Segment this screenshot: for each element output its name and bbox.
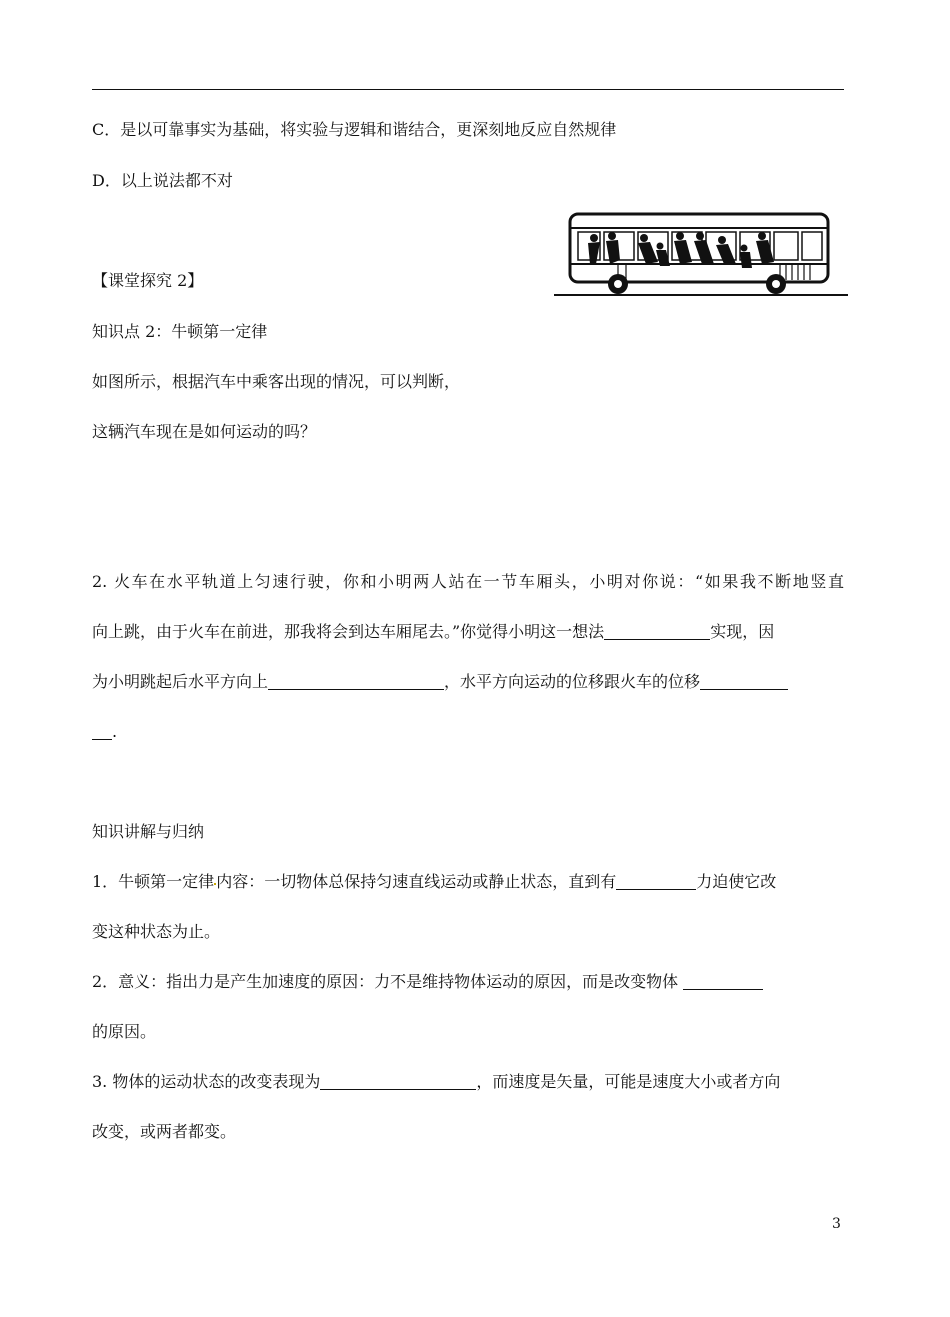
p3-text-a: 3. 物体的运动状态的改变表现为 (92, 1072, 321, 1091)
header-rule (92, 89, 844, 90)
q2-text-3b: ，水平方向运动的位移跟火车的位移 (444, 672, 701, 691)
option-c: C．是以可靠事实为基础，将实验与逻辑和谐结合，更深刻地反应自然规律 (92, 120, 617, 139)
p1-text-c: 力迫使它改 (696, 872, 777, 891)
p3-text-b: ，而速度是矢量，可能是速度大小或者方向 (476, 1072, 781, 1091)
answer-blank-5[interactable] (683, 973, 763, 990)
p1-text-b: 内容：一切物体总保持匀速直线运动或静止状态，直到有 (216, 872, 617, 891)
question-2-line-3 (92, 672, 788, 692)
summary-point-1-line-2: 变这种状态为止。 (92, 922, 221, 941)
p2-text-a: 2．意义：指出力是产生加速度的原因：力不是维持物体运动的原因，而是改变物体 (92, 972, 684, 991)
q2-text-2b: 实现，因 (710, 622, 775, 641)
answer-blank-3[interactable] (700, 673, 788, 690)
section-title: 【课堂探究 2】 (92, 271, 204, 290)
answer-blank-4[interactable] (616, 873, 696, 890)
question-2-line-4 (92, 722, 117, 742)
answer-blank-6[interactable] (320, 1073, 476, 1090)
question-2-line-2 (92, 622, 774, 642)
page-number: 3 (832, 1216, 841, 1232)
question-2-line-1: 2. 火车在水平轨道上匀速行驶，你和小明两人站在一节车厢头，小明对你说：“如果我不断地竖直 (92, 572, 844, 591)
answer-blank-3-cont[interactable] (92, 723, 112, 740)
summary-title: 知识讲解与归纳 (92, 822, 205, 841)
answer-blank-2[interactable] (268, 673, 444, 690)
q2-text-3a: 为小明跳起后水平方向上 (92, 672, 269, 691)
question-1-line-1: 如图所示，根据汽车中乘客出现的情况，可以判断， (92, 372, 461, 391)
p1-text-a: 1．牛顿第一定律 (92, 872, 215, 891)
summary-point-1 (92, 872, 776, 892)
summary-point-3 (92, 1072, 780, 1092)
q2-line-end: . (112, 722, 118, 741)
summary-point-2 (92, 972, 763, 992)
answer-blank-1[interactable] (604, 623, 710, 640)
bus-illustration (554, 208, 848, 300)
option-d: D．以上说法都不对 (92, 171, 233, 190)
summary-point-3-line-2: 改变，或两者都变。 (92, 1122, 237, 1141)
q2-text-2a: 向上跳，由于火车在前进，那我将会到达车厢尾去。”你觉得小明这一想法 (92, 622, 605, 641)
summary-point-2-line-2: 的原因。 (92, 1022, 157, 1041)
knowledge-point-2: 知识点 2：牛顿第一定律 (92, 322, 268, 341)
question-1-line-2: 这辆汽车现在是如何运动的吗？ (92, 422, 317, 441)
